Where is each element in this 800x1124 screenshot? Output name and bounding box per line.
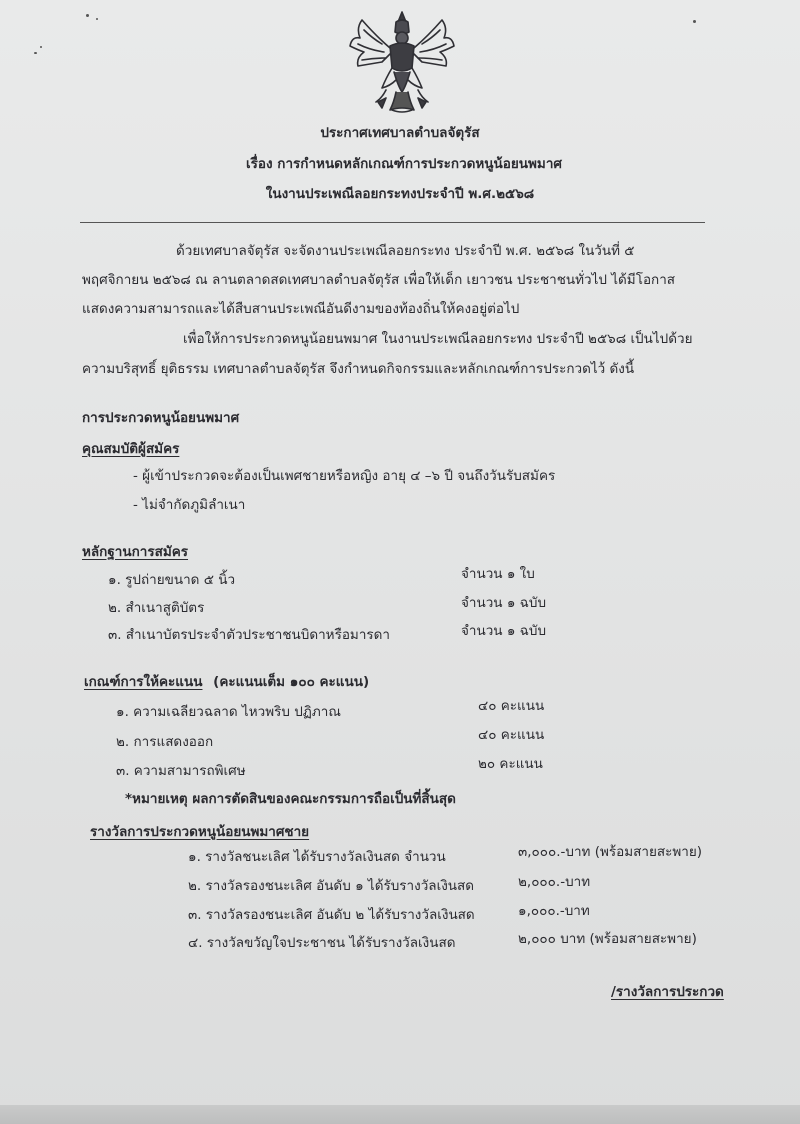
award-item-label: ๓. รางวัลรองชนะเลิศ อันดับ ๒ ได้รับรางวัลเงินสด	[188, 907, 475, 923]
document-item-qty: จำนวน ๑ ฉบับ	[461, 595, 547, 611]
qualification-item: - ไม่จำกัดภูมิลำเนา	[133, 497, 246, 513]
award-item-amount: ๓,๐๐๐.-บาท (พร้อมสายสะพาย)	[518, 844, 703, 860]
dust-speck	[40, 46, 42, 48]
criteria-item-score: ๔๐ คะแนน	[478, 727, 545, 743]
paragraph-1-line-2: พฤศจิกายน ๒๕๖๘ ณ ลานตลาดสดเทศบาลตำบลจัตุรัส เพื่อให้เด็ก เยาวชน ประชาชนทั่วไป ได้มีโอกาส	[82, 272, 676, 288]
documents-heading: หลักฐานการสมัคร	[82, 544, 189, 560]
paragraph-2-line-2: ความบริสุทธิ์ ยุติธรรม เทศบาลตำบลจัตุรัส จึงกำหนดกิจกรรมและหลักเกณฑ์การประกวดไว้ ดังนี้	[82, 361, 635, 377]
award-item-amount: ๑,๐๐๐.-บาท	[518, 903, 590, 919]
criteria-item-label: ๑. ความเฉลียวฉลาด ไหวพริบ ปฏิภาณ	[116, 704, 341, 720]
criteria-item-score: ๔๐ คะแนน	[478, 698, 545, 714]
continued-marker: /รางวัลการประกวด	[611, 984, 724, 1000]
qualifications-heading: คุณสมบัติผู้สมัคร	[82, 441, 180, 457]
dust-speck	[96, 18, 98, 20]
award-item-amount: ๒,๐๐๐ บาท (พร้อมสายสะพาย)	[518, 931, 697, 947]
criteria-item-score: ๒๐ คะแนน	[478, 756, 543, 772]
paragraph-2-line-1: เพื่อให้การประกวดหนูน้อยนพมาศ ในงานประเพณีลอยกระทง ประจำปี ๒๕๖๘ เป็นไปด้วย	[183, 331, 693, 347]
announcement-subject: เรื่อง การกำหนดหลักเกณฑ์การประกวดหนูน้อยนพมาศ	[246, 156, 562, 172]
dust-speck	[34, 52, 37, 54]
dust-speck	[86, 14, 89, 17]
announcement-event-line: ในงานประเพณีลอยกระทงประจำปี พ.ศ.๒๕๖๘	[265, 186, 535, 202]
qualification-item: - ผู้เข้าประกวดจะต้องเป็นเพศชายหรือหญิง อายุ ๔ –๖ ปี จนถึงวันรับสมัคร	[133, 468, 556, 484]
award-item-amount: ๒,๐๐๐.-บาท	[518, 874, 591, 890]
document-item-label: ๒. สำเนาสูติบัตร	[108, 600, 205, 616]
paragraph-1-line-3: แสดงความสามารถและได้สืบสานประเพณีอันดีงามของท้องถิ่นให้คงอยู่ต่อไป	[82, 301, 520, 317]
award-item-label: ๔. รางวัลขวัญใจประชาชน ได้รับรางวัลเงินสด	[188, 935, 456, 951]
document-item-qty: จำนวน ๑ ฉบับ	[461, 623, 547, 639]
paragraph-1-line-1: ด้วยเทศบาลจัตุรัส จะจัดงานประเพณีลอยกระทง ประจำปี พ.ศ. ๒๕๖๘ ในวันที่ ๕	[176, 243, 635, 259]
criteria-heading-row	[84, 676, 369, 690]
criteria-heading: เกณฑ์การให้คะแนน	[84, 674, 203, 690]
document-item-label: ๓. สำเนาบัตรประจำตัวประชาชนบิดาหรือมารดา	[108, 627, 391, 643]
awards-heading: รางวัลการประกวดหนูน้อยนพมาศชาย	[90, 824, 310, 840]
award-item-label: ๑. รางวัลชนะเลิศ ได้รับรางวัลเงินสด จำนวน	[188, 849, 446, 865]
document-item-qty: จำนวน ๑ ใบ	[461, 566, 535, 582]
dust-speck	[693, 20, 696, 23]
contest-title: การประกวดหนูน้อยนพมาศ	[82, 410, 240, 426]
criteria-item-label: ๒. การแสดงออก	[116, 734, 214, 750]
announcement-title: ประกาศเทศบาลตำบลจัตุรัส	[320, 125, 480, 141]
criteria-heading-note: (คะแนนเต็ม ๑๐๐ คะแนน)	[213, 674, 370, 690]
criteria-note: *หมายเหตุ ผลการตัดสินของคณะกรรมการถือเป็นที่สิ้นสุด	[125, 791, 456, 807]
document-item-label: ๑. รูปถ่ายขนาด ๕ นิ้ว	[108, 572, 236, 588]
page-bottom-edge	[0, 1105, 800, 1124]
award-item-label: ๒. รางวัลรองชนะเลิศ อันดับ ๑ ได้รับรางวัลเงินสด	[188, 878, 475, 894]
criteria-item-label: ๓. ความสามารถพิเศษ	[116, 763, 246, 779]
garuda-emblem-icon	[342, 6, 462, 116]
header-divider	[80, 222, 705, 223]
